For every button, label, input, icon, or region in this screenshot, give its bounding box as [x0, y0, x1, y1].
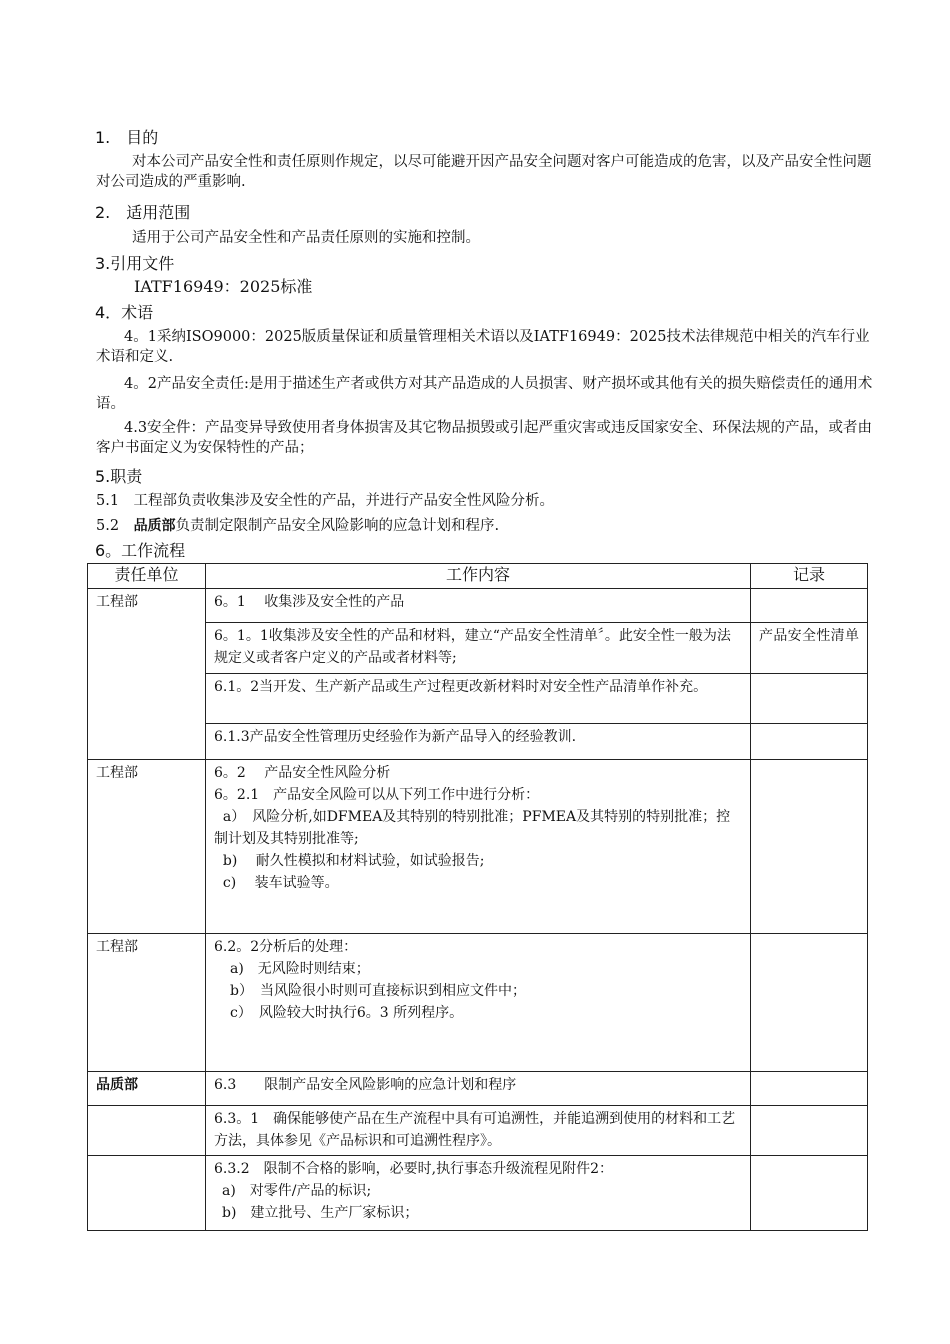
cell-record: 产品安全性清单: [751, 623, 868, 674]
section-2-heading: 2. 适用范围: [95, 203, 191, 222]
section-1-body: 对本公司产品安全性和责任原则作规定，以尽可能避开因产品安全问题对客户可能造成的危害，以及产品安全性问题对公司造成的严重影响.: [96, 154, 872, 190]
cell-content: 6.1。2当开发、生产新产品或生产过程更改新材料时对安全性产品清单作补充。: [206, 674, 751, 724]
content-line: b) 耐久性模拟和材料试验，如试验报告;: [214, 853, 485, 869]
cell-record: [751, 760, 868, 934]
responsibility-5-2: [96, 516, 499, 536]
cell-record: [751, 589, 868, 623]
content-line: a) 对零件/产品的标识;: [222, 1183, 372, 1199]
cell-record: [751, 1156, 868, 1231]
header-content: 工作内容: [206, 564, 751, 589]
section-6-heading: 6。工作流程: [95, 541, 186, 560]
section-2-body: 适用于公司产品安全性和产品责任原则的实施和控制。: [132, 230, 480, 246]
cell-record: [751, 1106, 868, 1156]
cell-content: [206, 760, 751, 934]
cell-unit: 工程部: [88, 589, 206, 760]
table-row: [88, 1072, 868, 1106]
cell-content: 6。1。1收集涉及安全性的产品和材料，建立“产品安全性清单〞。此安全性一般为法规定义或者客户定义的产品或者材料等;: [206, 623, 751, 674]
header-unit: 责任单位: [88, 564, 206, 589]
section-4-heading: 4．术语: [95, 303, 154, 322]
responsibility-5-2-number: 5.2: [96, 518, 134, 534]
cell-content: 6.3。1 确保能够使产品在生产流程中具有可追溯性，并能追溯到使用的材料和工艺方法，具体参见《产品标识和可追溯性程序》。: [206, 1106, 751, 1156]
table-row: [88, 1106, 868, 1156]
table-row: [88, 589, 868, 623]
section-3-body: IATF16949：2025标准: [134, 277, 313, 296]
content-line: 6.3.2 限制不合格的影响，必要时,执行事态升级流程见附件2：: [214, 1161, 613, 1177]
cell-record: [751, 674, 868, 724]
content-line: 6.2。2分析后的处理：: [214, 939, 358, 955]
content-line: 6。2 产品安全性风险分析: [214, 765, 391, 781]
cell-unit: [88, 1156, 206, 1231]
cell-unit: 工程部: [88, 760, 206, 934]
content-line: a) 无风险时则结束；: [230, 961, 370, 977]
responsibility-5-2-text: 负责制定限制产品安全风险影响的应急计划和程序.: [175, 518, 500, 534]
term-4-2: 4。2产品安全责任:是用于描述生产者或供方对其产品造成的人员损害、财产损坏或其他有关的损失赔偿责任的通用术语。: [96, 376, 873, 412]
content-line: b) 建立批号、生产厂家标识；: [222, 1205, 419, 1221]
cell-content: 6。1 收集涉及安全性的产品: [206, 589, 751, 623]
cell-content: 6.1.3产品安全性管理历史经验作为新产品导入的经验教训.: [206, 724, 751, 760]
cell-unit: 品质部: [88, 1072, 206, 1106]
content-line: a） 风险分析,如DFMEA及其特别的特别批准；PFMEA及其特别的特别批准；控制计划及其特别批准等;: [214, 809, 731, 847]
cell-content: [206, 1156, 751, 1231]
cell-content: [206, 934, 751, 1072]
section-1-heading: 1. 目的: [95, 128, 159, 147]
table-header-row: [88, 564, 868, 589]
header-record: 记录: [751, 564, 868, 589]
content-line: b） 当风险很小时则可直接标识到相应文件中；: [230, 983, 526, 999]
cell-record: [751, 934, 868, 1072]
content-line: c) 装车试验等。: [214, 875, 339, 891]
responsibility-5-1: 5.1 工程部负责收集涉及安全性的产品，并进行产品安全性风险分析。: [96, 493, 555, 509]
section-3-heading: 3.引用文件: [95, 254, 175, 273]
content-line: 6。2.1 产品安全风险可以从下列工作中进行分析：: [214, 787, 540, 803]
workflow-table: [87, 563, 868, 1231]
term-4-3: 4.3安全件：产品变异导致使用者身体损害及其它物品损毁或引起严重灾害或违反国家安全、环保法规的产品，或者由客户书面定义为安保特性的产品；: [96, 420, 873, 456]
section-5-heading: 5.职责: [95, 467, 143, 486]
content-line: c） 风险较大时执行6。3 所列程序。: [230, 1005, 464, 1021]
table-row: [88, 760, 868, 934]
term-4-1: 4。1采纳ISO9000：2025版质量保证和质量管理相关术语以及IATF16949：2025技术法律规范中相关的汽车行业术语和定义.: [96, 329, 870, 365]
cell-record: [751, 724, 868, 760]
table-row: [88, 934, 868, 1072]
cell-record: [751, 1072, 868, 1106]
cell-unit: [88, 1106, 206, 1156]
table-row: [88, 1156, 868, 1231]
cell-content: 6.3 限制产品安全风险影响的应急计划和程序: [206, 1072, 751, 1106]
responsibility-5-2-dept: 品质部: [133, 518, 176, 534]
cell-unit: 工程部: [88, 934, 206, 1072]
